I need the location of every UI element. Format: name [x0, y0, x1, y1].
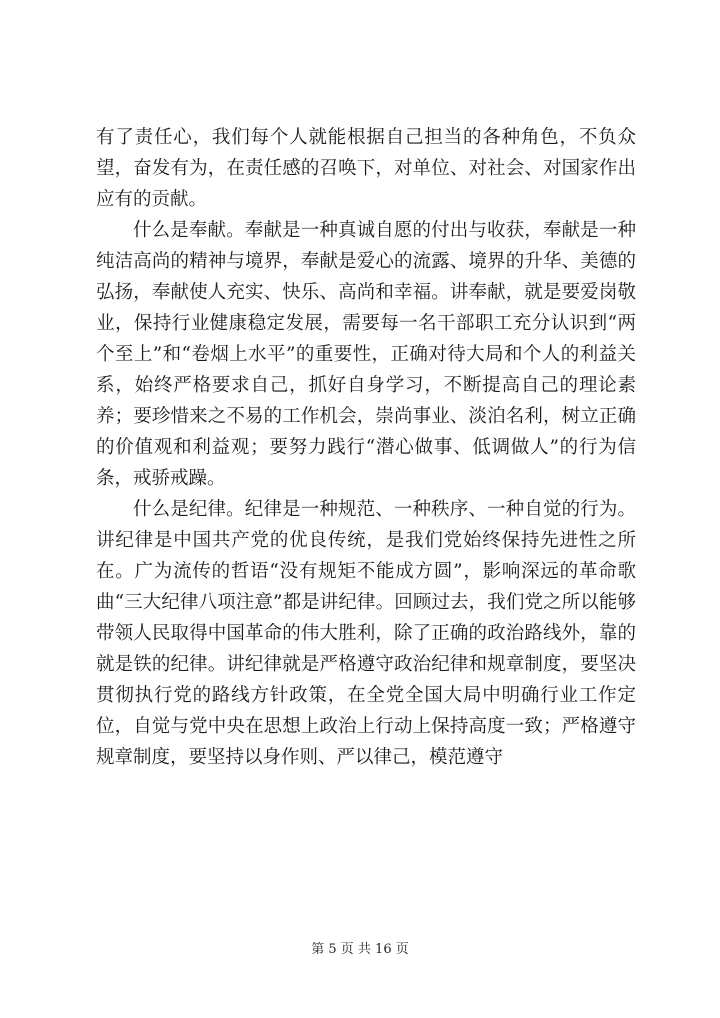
paragraph-discipline: 什么是纪律。纪律是一种规范、一种秩序、一种自觉的行为。讲纪律是中国共产党的优良传统，是我们党始终保持先进性之所在。广为流传的哲语“没有规矩不能成方圆”，影响深远的革命歌曲“三大纪律八项注意”都是讲纪律。回顾过去，我们党之所以能够带领人民取得中国革命的伟大胜利，除了正确的政治路线外，靠的就是铁的纪律。讲纪律就是严格遵守政治纪律和规章制度，要坚决贯彻执行党的路线方针政策，在全党全国大局中明确行业工作定位，自觉与党中央在思想上政治上行动上保持高度一致；严格遵守规章制度，要坚持以身作则、严以律己，模范遵守 [96, 499, 636, 768]
paragraph-responsibility-end: 有了责任心，我们每个人就能根据自己担当的各种角色，不负众望，奋发有为，在责任感的召唤下，对单位、对社会、对国家作出应有的贡献。 [96, 127, 636, 210]
page-number-footer: 第 5 页 共 16 页 [311, 942, 409, 957]
body-text [96, 122, 636, 773]
paragraph-dedication: 什么是奉献。奉献是一种真诚自愿的付出与收获，奉献是一种纯洁高尚的精神与境界，奉献是爱心的流露、境界的升华、美德的弘扬，奉献使人充实、快乐、高尚和幸福。讲奉献，就是要爱岗敬业，保持行业健康稳定发展，需要每一名干部职工充分认识到“两个至上”和“卷烟上水平”的重要性，正确对待大局和个人的利益关系，始终严格要求自己，抓好自身学习，不断提高自己的理论素养；要珍惜来之不易的工作机会，崇尚事业、淡泊名利，树立正确的价值观和利益观；要努力践行“潜心做事、低调做人”的行为信条，戒骄戒躁。 [96, 220, 636, 489]
